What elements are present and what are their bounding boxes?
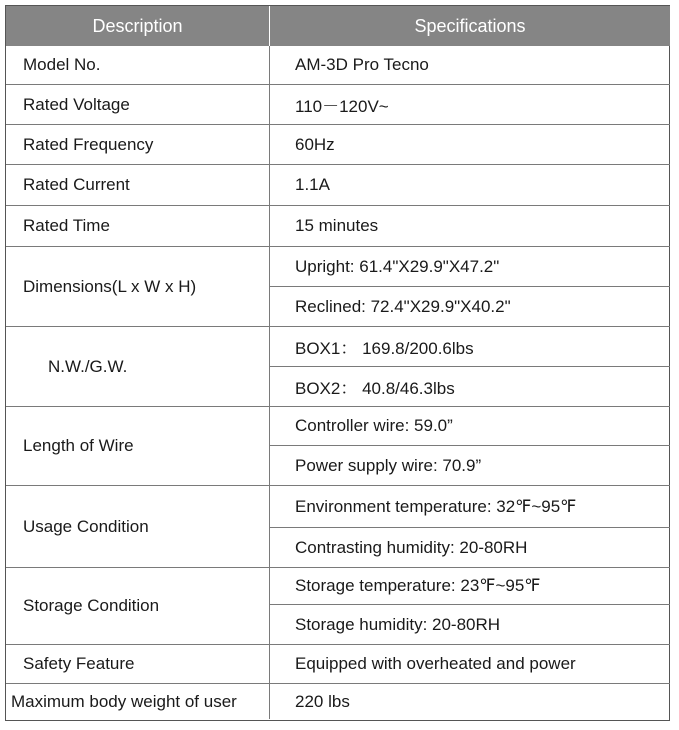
safety-label: Safety Feature xyxy=(6,645,270,684)
time-value: 15 minutes xyxy=(270,206,670,247)
weight-box2: BOX2： 40.8/46.3lbs xyxy=(270,367,670,407)
current-label: Rated Current xyxy=(6,165,270,206)
storage-label: Storage Condition xyxy=(6,568,270,645)
wire-controller: Controller wire: 59.0” xyxy=(270,407,670,446)
model-label: Model No. xyxy=(6,46,270,85)
model-value: AM-3D Pro Tecno xyxy=(270,46,670,85)
frequency-value: 60Hz xyxy=(270,125,670,165)
usage-temperature: Environment temperature: 32℉~95℉ xyxy=(270,486,670,528)
voltage-label: Rated Voltage xyxy=(6,85,270,125)
max-weight-value: 220 lbs xyxy=(295,691,350,711)
header-description: Description xyxy=(6,6,270,46)
wire-power: Power supply wire: 70.9” xyxy=(270,446,670,486)
frequency-label: Rated Frequency xyxy=(6,125,270,165)
wire-label: Length of Wire xyxy=(6,407,270,486)
dimensions-label: Dimensions(L x W x H) xyxy=(6,247,270,327)
header-specifications: Specifications xyxy=(270,6,670,46)
voltage-value: 110－120V~ xyxy=(270,85,670,125)
current-value: 1.1A xyxy=(270,165,670,206)
time-label: Rated Time xyxy=(6,206,270,247)
dimensions-upright: Upright: 61.4"X29.9"X47.2" xyxy=(270,247,670,287)
safety-value: Equipped with overheated and power xyxy=(270,645,670,684)
specifications-table xyxy=(5,5,670,721)
max-weight-label: Maximum body weight of user xyxy=(6,684,270,719)
usage-label: Usage Condition xyxy=(6,486,270,568)
weight-box1: BOX1： 169.8/200.6lbs xyxy=(270,327,670,367)
storage-humidity: Storage humidity: 20-80RH xyxy=(270,605,670,645)
usage-humidity: Contrasting humidity: 20-80RH xyxy=(270,528,670,568)
dimensions-reclined: Reclined: 72.4"X29.9"X40.2" xyxy=(270,287,670,327)
weight-label: N.W./G.W. xyxy=(6,327,270,407)
storage-temperature: Storage temperature: 23℉~95℉ xyxy=(270,568,670,605)
